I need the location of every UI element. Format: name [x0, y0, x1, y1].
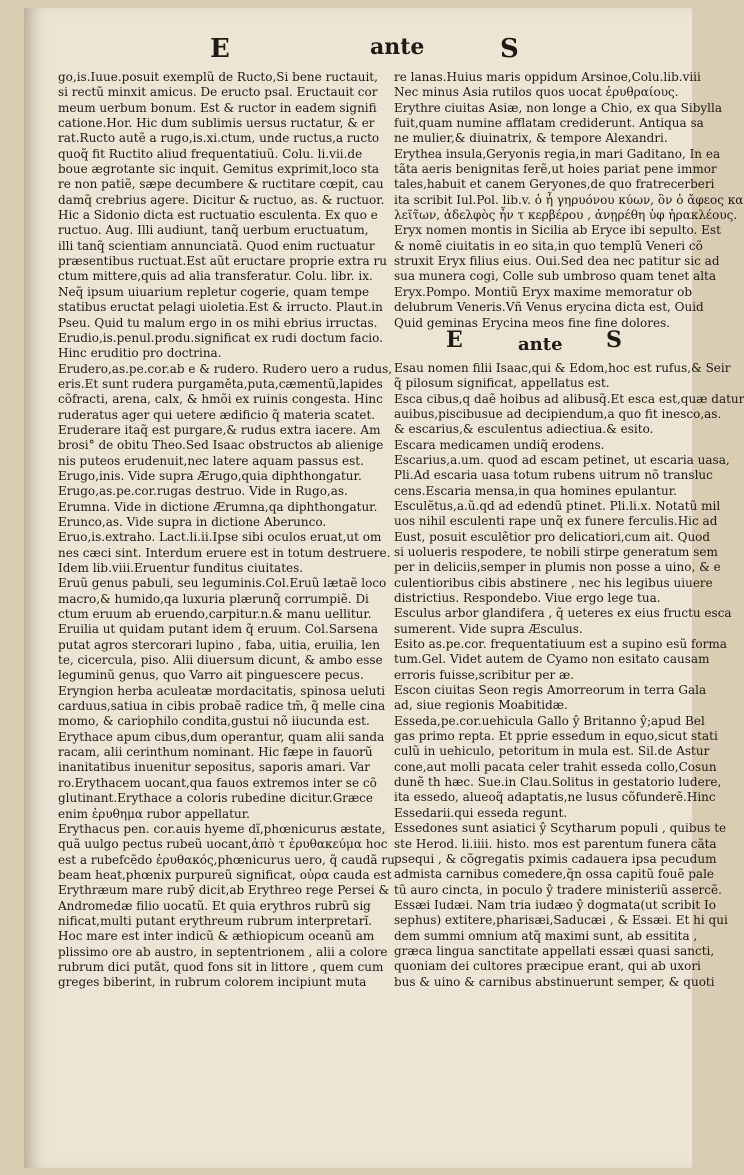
text-line: Erythea insula,Geryonis regia,in mari Gaditano, In ea [394, 146, 721, 161]
text-line: brosi° de obitu Theo.Sed Isaac obstructos ab alienige [58, 438, 384, 453]
text-line: Eryngion herba aculeatæ mordacitatis, spinosa ueluti [58, 683, 386, 698]
text-line: macro,& humido,qa luxuria plærunq̃ corrumpiẽ. Di [58, 591, 369, 606]
text-line: psequi , & cõgregatis pximis cadauera ipsa pecudum [394, 851, 717, 866]
text-line: gas primo repta. Et pprie essedum in equo,sicut stati [394, 729, 718, 744]
text-line: ro.Erythacem uocant,qua fauos extremos inter se cõ [58, 775, 377, 790]
section-header [394, 326, 686, 361]
text-line: sumerent. Vide supra Æsculus. [394, 621, 583, 636]
text-line: carduus,satiua in cibis probaẽ radice tm̃, q̃ melle cina [58, 699, 386, 714]
text-line: per in deliciis,semper in plumis non posse a uino, & e [394, 560, 721, 575]
text-line: quoq̃ fit Ructito aliud frequentatiuũ. Colu. li.vii.de [58, 146, 363, 161]
text-line: cone,aut molli pacata celer trahit esseda collo,Cosun [394, 759, 717, 774]
text-line: Hinc eruditio pro doctrina. [58, 346, 222, 361]
text-line: Eruilia ut quidam putant idem q̃ eruum. Col.Sarsena [58, 622, 379, 637]
text-line: auibus,piscibusue ad decipiendum,a quo fit inesco,as. [394, 406, 722, 421]
text-line: tales,habuit et canem Geryones,de quo fratrecerberi [394, 177, 715, 192]
text-line: quoniam dei cultores præcipue erant, qui ab uxori [394, 959, 701, 974]
text-line: racam, alii cerinthum nominant. Hic fæpe in fauorũ [58, 745, 373, 760]
text-line: glutinant.Erythace a coloris rubedine dicitur.Græce [58, 791, 373, 806]
text-line: Eruderare itaq̃ est purgare,& rudus extra iacere. Am [58, 422, 381, 437]
text-line: erroris fuisse,scribitur per æ. [394, 667, 575, 682]
text-line: Eryx.Pompo. Montiũ Eryx maxime memoratur ob [394, 284, 693, 299]
text-line: rubrum dici putãt, quod fons sit in littore , quem cum [58, 959, 384, 974]
text-line: ruderatus ager qui uetere ædificio q̃ materia scatet. [58, 407, 376, 422]
text-line: Escon ciuitas Seon regis Amorreorum in terra Gala [394, 683, 707, 698]
text-line: ste Herod. li.iiii. histo. mos est parentum funera cãta [394, 836, 717, 851]
text-line: enim ἐρυθημα rubor appellatur. [58, 806, 250, 821]
text-line: Hic a Sidonio dicta est ructuatio esculenta. Ex quo e [58, 208, 378, 223]
text-line: Idem lib.viii.Eruentur funditus ciuitates. [58, 561, 304, 575]
text-line: si rectũ minxit amicus. De eructo psal. Eructauit cor [58, 85, 378, 100]
text-line: si uolueris respodere, te nobili stirpe generatum sem [394, 544, 718, 559]
section-header-left-letter: E [446, 326, 463, 353]
text-line: ne mulier,& diuinatrix, & tempore Alexandri. [394, 131, 668, 146]
text-line: Eust, posuit esculẽtior pro delicatiori,cum ait. Quod [394, 529, 711, 544]
text-line: plissimo ore ab austro, in septentrionem , alii a colore [58, 944, 388, 959]
text-line: Essedones sunt asiatici ŷ Scytharum populi , quibus te [394, 821, 727, 836]
section-header-right-letter: S [606, 326, 622, 353]
text-line: ctum mittere,quis ad alia transferatur. Colu. libr. ix. [58, 269, 373, 284]
text-line: leguminũ genus, quo Varro ait pinguescere pecus. [58, 668, 364, 683]
text-line: tãta aeris benignitas ferẽ,ut hoies pariat pene immor [394, 162, 717, 177]
text-line: ita scribit Iul.Pol. lib.v. ὁ ἦ γηρυόνου κύων, ὃν ὁ ἄφεος κα [394, 192, 744, 207]
text-line: Essedarii.qui esseda regunt. [394, 805, 568, 820]
text-line: boue ægrotante sic inquit. Gemitus exprimit,loco sta [58, 162, 380, 177]
text-line: go,is.Iuue.posuit exemplũ de Ructo,Si bene ructauit, [58, 70, 378, 84]
text-line: statibus eructat pelagi uioletia.Est & irructo. Plaut.in [58, 300, 383, 315]
text-line: Eruo,is.extraho. Lact.li.ii.Ipse sibi oculos eruat,ut om [58, 530, 382, 545]
text-line: culentioribus cibis abstinere , nec his legibus uiuere [394, 575, 713, 590]
text-line: tũ auro cincta, in poculo ŷ tradere ministeriũ assercẽ. [394, 882, 722, 897]
text-line: sephus) extitere,pharisæi,Saducæi , & Essæi. Et hi qui [394, 913, 728, 928]
text-line: illi tanq̃ scientiam annunciatã. Quod enim ructuatur [58, 238, 375, 253]
text-line: uos nihil esculenti rape unq̃ ex funere ferculis.Hic ad [394, 514, 718, 529]
header-left-letter: E [210, 34, 230, 64]
right-column-bottom-entries [394, 360, 744, 990]
left-text-column [58, 70, 395, 991]
text-line: re non patiẽ, sæpe decumbere & ructitare cœpit, cau [58, 177, 384, 192]
text-line: nificat,multi putant erythreum rubrum interpretarĩ. [58, 913, 373, 928]
text-line: culũ in uehiculo, petoritum in mula est. Sil.de Astur [394, 744, 710, 759]
text-line: putat agros stercorari lupino , faba, uitia, eruilia, len [58, 637, 380, 652]
text-line: Erudero,as.pe.cor.ab e & rudero. Rudero uero a rudus, [58, 361, 393, 376]
text-line: Pseu. Quid tu malum ergo in os mihi ebrius irructas. [58, 315, 378, 330]
text-line: meum uerbum bonum. Est & ructor in eadem signifi [58, 100, 377, 115]
text-line: Pli.Ad escaria uasa totum rubens uitrum nõ transluc [394, 468, 713, 483]
text-line: Escara medicamen undiq̃ erodens. [394, 437, 605, 452]
running-header [24, 28, 692, 68]
text-line: inanitatibus inuenitur sepositus, saporis amari. Var [58, 760, 370, 775]
text-line: est a rubefcẽdo ἐρυθακός,phœnicurus uero, q̃ caudã ru [58, 852, 395, 867]
header-title: ante [370, 34, 425, 60]
text-line: Nec minus Asia rutilos quos uocat ἐρυθραίους. [394, 85, 679, 100]
text-line: præsentibus ructuat.Est aũt eructare proprie extra ru [58, 254, 387, 269]
text-line: ita essedo, alueoq̃ adaptatis,ne lusus cõfunderẽ.Hinc [394, 790, 716, 805]
text-line: sua munera cogi, Colle sub umbroso quam tenet alta [394, 269, 717, 284]
text-line: ctum eruum ab eruendo,carpitur.n.& manu uellitur. [58, 607, 372, 622]
text-line: Erythre ciuitas Asiæ, non longe a Chio, ex qua Sibylla [394, 100, 722, 115]
text-line: Erumna. Vide in dictione Ærumna,qa diphthongatur. [58, 499, 378, 514]
text-line: admista carnibus comedere,q̃n ossa capitũ fouẽ pale [394, 867, 715, 882]
text-line: ructuo. Aug. Illi audiunt, tanq̃ uerbum eructuatum, [58, 223, 369, 238]
text-line: dem summi omnium atq̃ maximi sunt, ab essitita , [394, 928, 698, 943]
text-line: Andromedæ filio uocatũ. Et quia erythros rubrũ sig [58, 898, 371, 913]
book-page [24, 8, 744, 1168]
text-line: tum.Gel. Videt autem de Cyamo non esitato causam [394, 652, 710, 667]
text-line: cens.Escaria mensa,in qua homines epulantur. [394, 483, 677, 498]
text-line: Esito as.pe.cor. frequentatiuum est a supino esũ forma [394, 637, 727, 652]
text-line: struxit Eryx filius eius. Oui.Sed dea nec patitur sic ad [394, 254, 720, 269]
text-line: Erugo,inis. Vide supra Ærugo,quia diphthongatur. [58, 468, 362, 483]
section-header-title: ante [518, 333, 563, 355]
text-line: cõfracti, arena, calx, & hmõi ex ruinis congesta. Hinc [58, 392, 383, 407]
text-line: catione.Hor. Hic dum sublimis uersus ructatur, & er [58, 116, 375, 131]
text-line: beam heat,phœnix purpureũ significat, οὐρα cauda est [58, 867, 392, 882]
text-line: Esculus arbor glandifera , q̃ ueteres ex eius fructu esca [394, 606, 732, 621]
text-line: fuit,quam numine afflatam crediderunt. Antiqua sa [394, 116, 704, 131]
text-line: λεῖτ̃ων, ἀδελφὸς ἦν τ κερβέρου , ἀνῃρέθη ὑφ ἡρακλέους. [394, 208, 738, 223]
text-line: Quid geminas Erycina meos fine fine dolores. [394, 315, 671, 330]
header-right-letter: S [500, 34, 519, 64]
text-line: dunẽ th hæc. Sue.in Clau.Solitus in gestatorio ludere, [394, 775, 722, 790]
text-line: Esseda,pe.cor.uehicula Gallo ŷ Britanno ŷ;apud Bel [394, 713, 705, 728]
text-line: Esculẽtus,a.ũ.qd ad edendũ ptinet. Pli.li.x. Notatũ mil [394, 498, 721, 513]
text-line: Escarius,a.um. quod ad escam petinet, ut escaria uasa, [394, 452, 730, 467]
right-column-top-entries [394, 70, 744, 331]
text-line: græca lingua sanctitate appellati essæi quasi sancti, [394, 943, 715, 958]
text-line: Erythræum mare ruby̆ dicit,ab Erythreo rege Persei & [58, 883, 390, 898]
text-line: bus & uino & carnibus abstinuerunt semper, & quoti [394, 974, 715, 989]
text-line: & escarius,& esculentus adiectiua.& esito. [394, 422, 654, 437]
text-line: quã uulgo pectus rubeũ uocant,ἀπὸ τ ἐρυθακεύμα hoc [58, 837, 388, 852]
text-line: Erunco,as. Vide supra in dictione Aberunco. [58, 514, 327, 529]
text-line: re lanas.Huius maris oppidum Arsinoe,Colu.lib.viii [394, 70, 701, 84]
text-line: Eryx nomen montis in Sicilia ab Eryce ibi sepulto. Est [394, 223, 721, 238]
text-line: Eruũ genus pabuli, seu leguminis.Col.Eruũ lætaẽ loco [58, 576, 387, 591]
text-line: Esau nomen filii Isaac,qui & Edom,hoc est rufus,& Seir [394, 360, 731, 375]
text-line: nis puteos erudenuit,nec latere aquam passus est. [58, 453, 364, 468]
text-line: Neq̃ ipsum uiuarium repletur cogerie, quam tempe [58, 284, 370, 299]
text-line: districtius. Respondebo. Viue ergo lege tua. [394, 591, 661, 605]
text-line: greges biberint, in rubrum colorem incipiunt muta [58, 975, 367, 990]
text-line: Erugo,as.pe.cor.rugas destruo. Vide in Rugo,as. [58, 484, 348, 499]
text-line: momo, & cariophilo condita,gustui nõ iiucunda est. [58, 714, 370, 729]
text-line: damq̃ crebrius agere. Dicitur & ructuo, as. & ructuor. [58, 192, 385, 207]
text-line: Erudio,is.penul.produ.significat ex rudi doctum facio. [58, 330, 383, 345]
text-line: rat.Ructo autẽ a rugo,is.xi.ctum, unde ructus,a ructo [58, 131, 380, 146]
text-line: delubrum Veneris.Vñ Venus erycina dicta est, Ouid [394, 300, 704, 315]
text-line: nes cæci sint. Interdum eruere est in totum destruere. [58, 545, 391, 560]
text-line: Erythacus pen. cor.auis hyeme dĩ,phœnicurus æstate, [58, 821, 386, 836]
text-line: Esca cibus,q daẽ hoibus ad alibusq̃.Et esca est,quæ datur [394, 391, 744, 406]
text-line: Hoc mare est inter indicũ & æthiopicum oceanũ am [58, 929, 375, 944]
text-line: Erythace apum cibus,dum operantur, quam alii sanda [58, 729, 385, 744]
text-line: te, cicercula, piso. Alii diuersum dicunt, & ambo esse [58, 653, 383, 668]
right-text-column [394, 70, 744, 990]
text-line: ad, siue regionis Moabitidæ. [394, 698, 568, 713]
text-line: & nomẽ ciuitatis in eo sita,in quo templũ Veneri cõ [394, 238, 703, 253]
text-line: q̃ pilosum significat, appellatus est. [394, 376, 610, 391]
text-line: eris.Et sunt rudera purgaměta,puta,cæmentũ,lapides [58, 376, 383, 391]
text-line: Essæi Iudæi. Nam tria iudæo ŷ dogmata(ut scribit Io [394, 897, 716, 912]
